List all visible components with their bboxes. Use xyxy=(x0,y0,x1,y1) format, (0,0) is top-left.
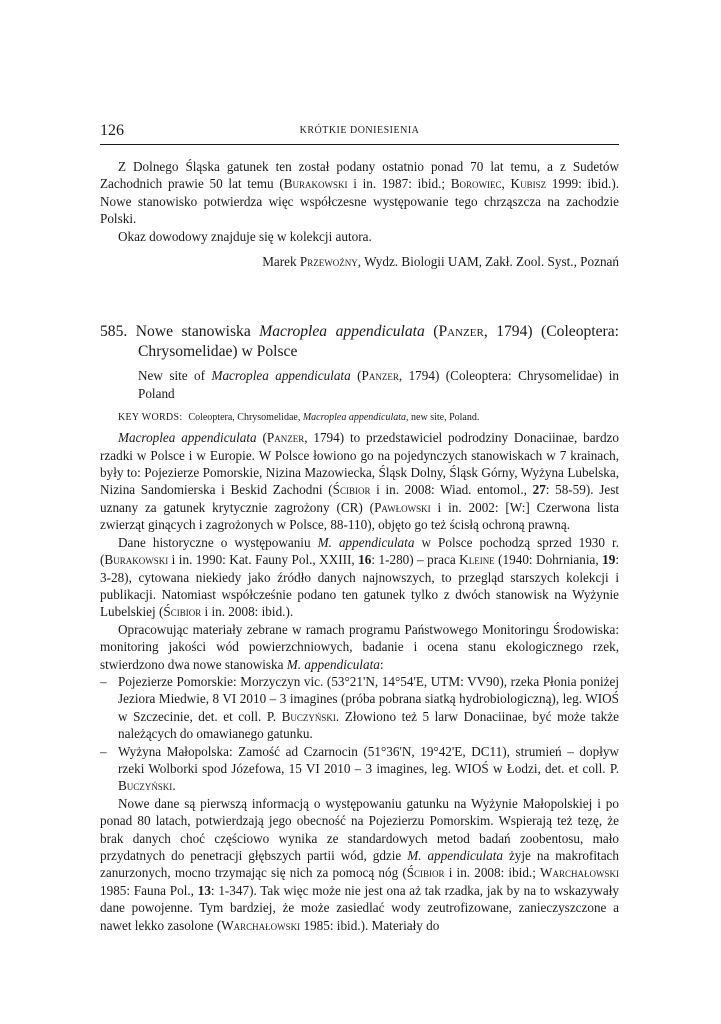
species-name: Macroplea appendiculata xyxy=(118,430,257,446)
author-name: Panzer xyxy=(361,368,399,384)
text-run: : 58-59). Jest uznany za gatunek krytycznie zagrożony (CR) ( xyxy=(100,482,619,515)
text-run: Z Dolnego Śląska gatunek ten został podany ostatnio ponad 70 lat temu, a z Sudetów Zachodnich prawie 50 lat temu ( xyxy=(100,159,619,192)
species-name: Macroplea appendiculata xyxy=(259,323,425,341)
author-name: Pawłowski xyxy=(374,499,431,515)
text-run: 1999: ibid.). Nowe stanowisko potwierdza więc współczesne występowanie tego chrząszcza na zachodzie Polski. xyxy=(100,176,620,227)
text-run: żyje na makrofitach zanurzonych, mocno trzymając się nich za pomocą nóg ( xyxy=(100,848,619,881)
author-name: Przewoźny xyxy=(299,254,358,270)
author-name: Ścibior xyxy=(163,604,202,620)
author-name: Ścibior xyxy=(406,865,445,881)
article-paragraph-3 xyxy=(100,621,619,673)
keywords-label: KEY WORDS: xyxy=(118,412,183,424)
author-name: Burakowski xyxy=(104,552,169,568)
text-run: ( xyxy=(256,430,267,446)
locality-list-item xyxy=(100,673,619,743)
running-head: KRÓTKIE DONIESIENIA xyxy=(299,125,420,136)
journal-page xyxy=(100,0,619,1024)
volume-number: 16 xyxy=(358,552,372,568)
text-run: , 1794) to przedstawiciel podrodziny Donaciinae, bardzo rzadki w Polsce i w Europie. W Polsce łowiono go na pojedynczych stanowiskach w 7 krainach, były to: Pojezierze Pomorskie, Nizina Mazowiecka, Śląsk Dolny, Śląsk Górny, Wyżyna Lubelska, Nizina Sandomierska i Beskid Zachodni ( xyxy=(100,430,619,498)
article-paragraph-4 xyxy=(100,795,619,934)
text-run: , 1794) (Coleoptera: Chrysomelidae) w Polsce xyxy=(138,323,619,361)
text-run: Pojezierze Pomorskie: Morzyczyn vic. (53°21'N, 14°54'E, UTM: VV90), rzeka Płonia poniżej Jeziora Miedwie, 8 VI 2010 – 3 imagines (próba pobrana siatką hydrobiologiczną), leg. WIOŚ w Szczecinie, det. et coll. P. xyxy=(118,673,619,724)
article-paragraph-2 xyxy=(100,534,619,621)
text-run: 585. Nowe stanowiska xyxy=(100,323,260,341)
text-run: : 1-280) – praca xyxy=(371,552,460,568)
text-run: Marek xyxy=(262,254,300,270)
intro-paragraph-1 xyxy=(100,158,619,228)
volume-number: 27 xyxy=(532,482,546,498)
text-run: , xyxy=(501,176,511,192)
author-name: Warchałowski xyxy=(540,865,619,881)
keywords xyxy=(100,411,619,425)
text-run: i in. 2008: ibid.; xyxy=(444,865,541,881)
text-run: : xyxy=(379,656,384,672)
text-run: i in. 1990: Kat. Fauny Pol., XXIII, xyxy=(168,552,359,568)
author-signature xyxy=(100,253,619,270)
text-run: i in. 1987: ibid.; xyxy=(347,176,451,192)
author-name: Panzer xyxy=(266,430,305,446)
species-name: Macroplea appendiculata xyxy=(211,368,351,384)
species-name: M. appendiculata xyxy=(286,656,380,672)
text-run: ( xyxy=(350,368,362,384)
text-run: (1940: Dohrniania, xyxy=(494,552,603,568)
text-run: i in. 2008: Wiad. entomol., xyxy=(370,482,533,498)
text-run: ( xyxy=(424,323,439,341)
text-run: . Złowiono też 5 larw Donaciinae, być może także należących do omawianego gatunku. xyxy=(118,708,619,742)
author-name: Ścibior xyxy=(332,482,371,498)
author-name: Burakowski xyxy=(283,176,348,192)
text-run: i in. 2008: ibid.). xyxy=(201,604,294,620)
article-body xyxy=(100,429,619,934)
page-body xyxy=(100,158,619,934)
intro-paragraph-2: Okaz dowodowy znajduje się w kolekcji autora. xyxy=(118,228,372,244)
locality-list-item xyxy=(100,743,619,795)
article-subtitle-english xyxy=(100,367,619,402)
text-run: Nowe dane są pierwszą informacją o występowaniu gatunku na Wyżynie Małopolskiej i po ponad 80 latach, potwierdzają jego obecność na Pojezierzu Pomorskim. Wspierają też tezę, że brak danych choć częściowo wynika ze standardowych metod badań zoobentosu, mało przydatnych do penetracji głębszych partii wód, gdzie xyxy=(100,795,619,863)
text-run: Opracowując materiały zebrane w ramach programu Państwowego Monitoringu Środowiska: monitoring jakości wód powierzchniowych, badanie i ocena stanu ekologicznego rzek, stwierdzono dwa nowe stanowiska xyxy=(100,621,619,672)
text-run: i in. 2002: [W:] Czerwona lista zwierząt ginących i zagrożonych w Polsce, 88-110), objęto go też ścisłą ochroną prawną. xyxy=(100,499,619,533)
species-name: Macroplea appendiculata xyxy=(302,412,407,424)
list-dash: – xyxy=(100,673,107,689)
text-run: . xyxy=(172,778,176,794)
text-run: w Polsce pochodzą sprzed 1930 r. ( xyxy=(100,534,619,568)
author-name: Panzer xyxy=(438,323,484,341)
author-name: Kleine xyxy=(459,552,495,568)
text-run: , 1794) (Coleoptera: Chrysomelidae) in Poland xyxy=(138,368,619,401)
species-name: M. appendiculata xyxy=(317,534,415,550)
text-run: : 3-28), cytowana niekiedy jako źródło danych najnowszych, to przegląd starszych kolekcji i publikacji. Natomiast współcześnie podano ten gatunek tylko z dwóch stanowisk na Wyżynie Lubelskiej ( xyxy=(100,552,619,620)
article-title xyxy=(100,322,619,362)
author-name: Warchałowski xyxy=(221,917,301,933)
list-dash: – xyxy=(100,743,107,759)
author-name: Buczyński xyxy=(118,778,173,794)
text-run: , new site, Poland. xyxy=(406,412,480,424)
page-number: 126 xyxy=(100,122,124,139)
species-name: M. appendiculata xyxy=(407,848,503,863)
text-run: 1985: Fauna Pol., xyxy=(100,882,198,898)
text-run: : 1-347). Tak więc może nie jest ona aż tak rzadka, jak by na to wskazywały dane powojenne. Tym bardziej, że może zasiedlać wody zeutrofizowane, zanieczyszczone a nawet lekko zasolone ( xyxy=(100,882,620,933)
article-paragraph-1 xyxy=(100,429,619,533)
author-name: Buczyński xyxy=(281,708,336,724)
text-run: Wyżyna Małopolska: Zamość ad Czarnocin (51°36'N, 19°42'E, DC11), strumień – dopływ rzeki Wolborki spod Józefowa, 15 VI 2010 – 3 imagines, leg. WIOŚ w Łodzi, det. et coll. P. xyxy=(118,743,619,776)
text-run: 1985: ibid.). Materiały do xyxy=(300,917,440,933)
author-name: Borowiec xyxy=(450,176,502,192)
page-header xyxy=(100,122,619,145)
author-name: Kubisz xyxy=(510,176,547,192)
volume-number: 13 xyxy=(197,882,211,898)
volume-number: 19 xyxy=(602,552,616,568)
affiliation: , Wydz. Biologii UAM, Zakł. Zool. Syst., Poznań xyxy=(357,254,619,270)
text-run: New site of xyxy=(138,368,212,384)
text-run: Coleoptera, Chrysomelidae, xyxy=(188,412,303,424)
text-run: Dane historyczne o występowaniu xyxy=(118,534,318,550)
